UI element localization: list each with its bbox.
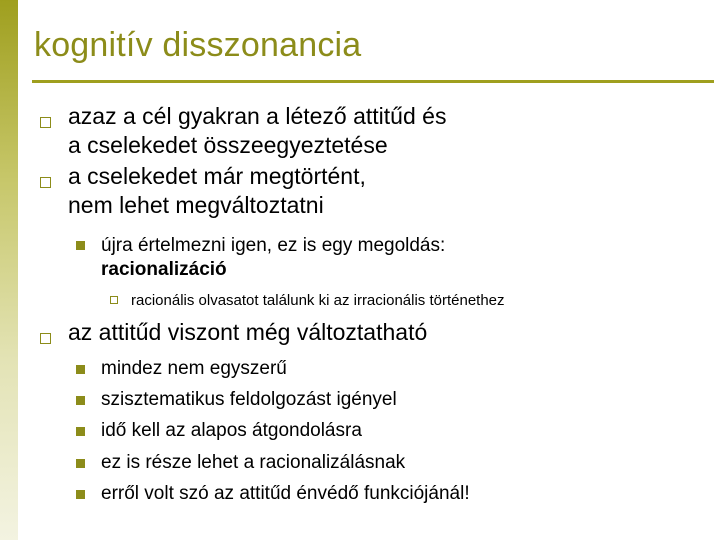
- hollow-square-bullet-icon: [110, 296, 118, 304]
- solid-square-bullet-icon: [76, 241, 85, 250]
- bullet-1-line-1: azaz a cél gyakran a létező attitűd és: [68, 103, 447, 129]
- sub-item: erről volt szó az attitűd énvédő funkciójánál!: [101, 483, 470, 504]
- solid-square-bullet-icon: [76, 427, 85, 436]
- bullet-3: az attitűd viszont még változtatható: [68, 319, 428, 345]
- sub-item: szisztematikus feldolgozást igényel: [101, 389, 397, 410]
- solid-square-bullet-icon: [76, 365, 85, 374]
- sub-bullet-line-1: újra értelmezni igen, ez is egy megoldás:: [101, 235, 446, 256]
- solid-square-bullet-icon: [76, 396, 85, 405]
- sub-item: mindez nem egyszerű: [101, 358, 287, 379]
- side-accent-bar: [0, 0, 18, 540]
- hollow-square-bullet-icon: [40, 333, 51, 344]
- slide-title: kognitív disszonancia: [34, 26, 362, 64]
- hollow-square-bullet-icon: [40, 117, 51, 128]
- sub-item: idő kell az alapos átgondolásra: [101, 420, 362, 441]
- solid-square-bullet-icon: [76, 490, 85, 499]
- bullet-1-line-2: a cselekedet összeegyeztetése: [68, 132, 388, 158]
- sub-item: ez is része lehet a racionalizálásnak: [101, 452, 406, 473]
- bullet-2-line-2: nem lehet megváltoztatni: [68, 192, 324, 218]
- title-underline: [32, 80, 714, 83]
- hollow-square-bullet-icon: [40, 177, 51, 188]
- solid-square-bullet-icon: [76, 459, 85, 468]
- sub-sub-bullet: racionális olvasatot találunk ki az irracionális történethez: [131, 292, 505, 309]
- bullet-2-line-1: a cselekedet már megtörtént,: [68, 163, 366, 189]
- sub-bullet-line-2-racionalizacio: racionalizáció: [101, 259, 227, 280]
